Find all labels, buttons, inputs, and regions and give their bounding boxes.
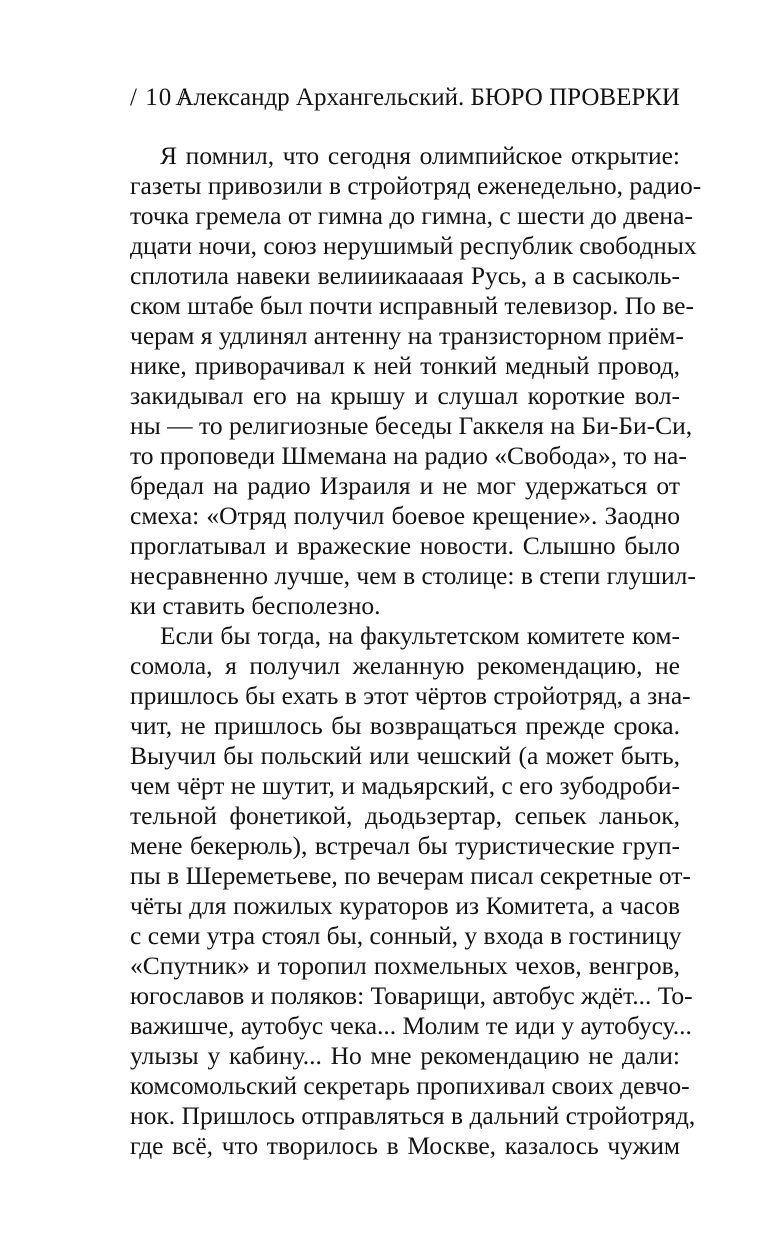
text-line: чёты для пожилых кураторов из Комитета, а часов [130,891,680,920]
text-line: черам я удлинял антенну на транзисторном приём- [130,321,684,350]
paragraph-1 [130,141,702,621]
text-line: тельной фонетикой, дьодьзертар, сепьек ланьок, [130,801,680,830]
text-line: бредал на радио Израиля и не мог удержаться от [130,471,680,500]
text-line: смеха: «Отряд получил боевое крещение». Заодно [130,501,680,530]
text-line: чем чёрт не шутит, и мадьярский, с его зубодроби- [130,771,680,800]
text-line: нике, приворачивал к ней тонкий медный провод, [130,351,680,380]
text-line: дцати ночи, союз нерушимый республик свободных [130,231,697,260]
text-line: комсомольский секретарь пропихивал своих девчо- [130,1071,690,1100]
page-number: / 10 / [130,84,188,111]
text-line: ны — то религиозные беседы Гаккеля на Би-Би-Си, [130,411,693,440]
text-line: пы в Шереметьеве, по вечерам писал секретные от- [130,861,691,890]
text-line: где всё, что творилось в Москве, казалось чужим [130,1131,680,1160]
text-line: улызы у кабину... Но мне рекомендацию не дали: [130,1041,680,1070]
running-title: Александр Архангельский. БЮРО ПРОВЕРКИ [175,84,680,111]
text-line: пришлось бы ехать в этот чёртов стройотряд, а зна- [130,681,691,710]
text-line: важишче, аутобус чека... Молим те иди у аутобусу... [130,1011,692,1040]
text-line: ском штабе был почти исправный телевизор. По ве- [130,291,694,320]
text-line: то проповеди Шмемана на радио «Свобода», то на- [130,441,687,470]
text-line: закидывал его на крышу и слушал короткие вол- [130,381,680,410]
text-line: Выучил бы польский или чешский (а может быть, [130,741,680,770]
text-line: ки ставить бесполезно. [130,591,381,620]
text-line: «Спутник» и торопил похмельных чехов, венгров, [130,951,680,980]
text-line: мене бекерюль), встречал бы туристические груп- [130,831,680,860]
text-line: несравненно лучше, чем в столице: в степи глушил- [130,561,696,590]
text-line: с семи утра стоял бы, сонный, у входа в гостиницу [130,921,682,950]
page-header [130,80,680,116]
text-line: сплотила навеки велииикаааая Русь, а в сасыколь- [130,261,680,290]
text-line: югославов и поляков: Товарищи, автобус ждёт... То- [130,981,693,1010]
text-line: сомола, я получил желанную рекомендацию, не [130,651,680,680]
paragraph-2 [130,621,696,1161]
text-line: чит, не пришлось бы возвращаться прежде срока. [130,711,680,740]
text-line: точка гремела от гимна до гимна, с шести до двена- [130,201,693,230]
body-text [130,141,702,1161]
text-line: газеты привозили в стройотряд еженедельно, радио- [130,171,702,200]
text-line: нок. Пришлось отправляться в дальний стройотряд, [130,1101,696,1130]
text-line: Если бы тогда, на факультетском комитете ком- [160,621,680,650]
text-line: Я помнил, что сегодня олимпийское открытие: [160,141,680,170]
text-line: проглатывал и вражеские новости. Слышно было [130,531,680,560]
